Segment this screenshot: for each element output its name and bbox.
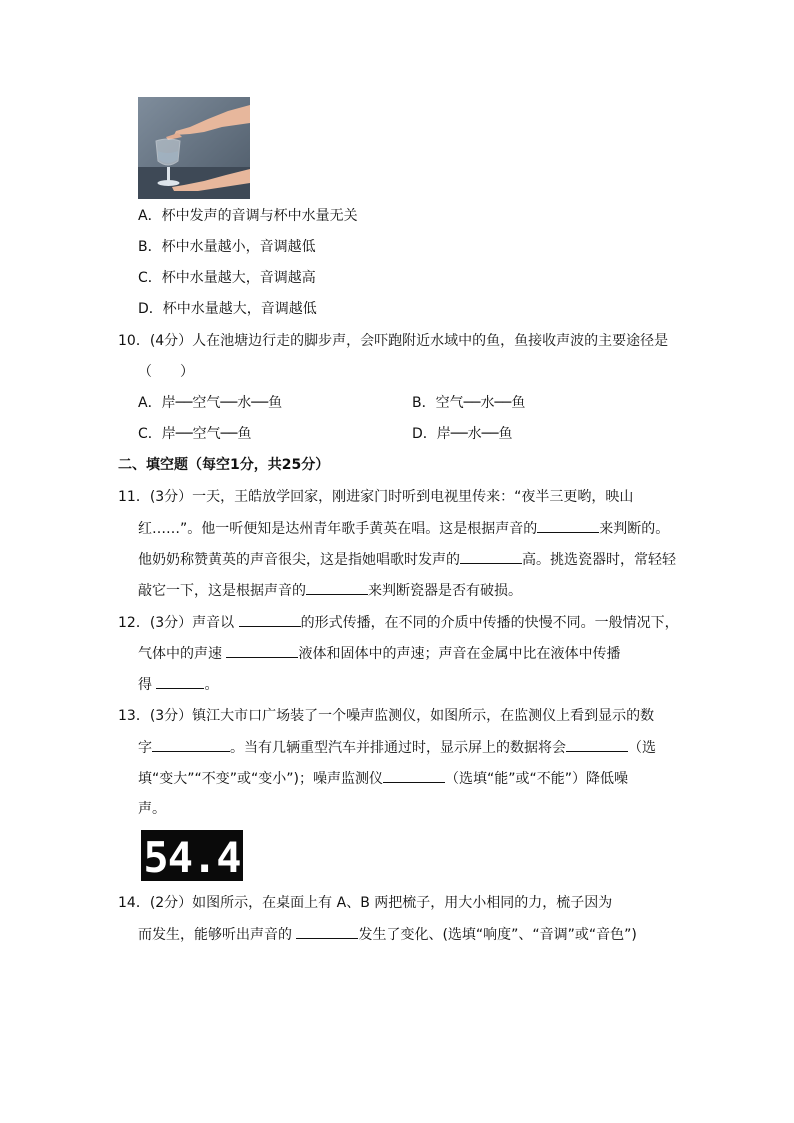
q14-text: 而发生，能够听出声音的 [138,927,297,943]
q14-blank-1[interactable] [296,924,358,939]
q10-option-a: A．岸──空气──水──鱼 [138,395,283,411]
q12-text: 的形式传播，在不同的介质中传播的快慢不同。一般情况下， [300,615,679,631]
q13-line-3 [138,768,628,789]
q12-text: 液体和固体中的声速；声音在金属中比在液体中传播 [298,646,621,662]
q14-line-1: 14．(2分）如图所示，在桌面上有 A、B 两把梳子，用大小相同的力，梳子因为 [118,895,613,911]
q11-line-1: 11．(3分）一天，王皓放学回家，刚进家门时听到电视里传来：“夜半三更哟，映山 [118,489,634,505]
q12-blank-2[interactable] [226,643,298,658]
q11-blank-2[interactable] [460,549,522,564]
q9-option-b: B．杯中水量越小，音调越低 [138,239,316,255]
noise-monitor-value: 54.4 [143,833,241,881]
q12-blank-3[interactable] [156,674,204,689]
q12-line-3 [138,674,218,695]
q12-text: 得 [138,677,157,693]
q12-text: 。 [204,677,219,693]
q13-text: 字 [138,740,152,756]
q10-stem: 10．(4分）人在池塘边行走的脚步声，会吓跑附近水域中的鱼，鱼接收声波的主要途径是 [118,333,669,349]
q13-blank-2[interactable] [566,737,628,752]
q12-line-2 [138,643,620,664]
q13-text: （选 [628,740,656,756]
q10-option-b: B．空气──水──鱼 [412,395,526,411]
q11-text: 敲它一下，这是根据声音的 [138,583,306,599]
q13-line-4: 声。 [138,801,166,817]
q11-blank-3[interactable] [306,580,368,595]
q11-text: 高。挑选瓷器时，常轻轻 [522,552,676,568]
q13-line-1: 13．(3分）镇江大市口广场装了一个噪声监测仪，如图所示，在监测仪上看到显示的数 [118,708,655,724]
q10-option-d: D．岸──水──鱼 [412,426,513,442]
q13-line-2 [138,737,656,758]
q11-line-2 [138,518,669,539]
q11-text: 来判断的。 [599,521,670,537]
q11-text: 红……”。他一听便知是达州青年歌手黄英在唱。这是根据声音的 [138,521,538,537]
q11-text: 来判断瓷器是否有破损。 [368,583,522,599]
q11-line-3 [138,549,676,570]
q9-option-d: D．杯中水量越大，音调越低 [138,301,317,317]
q11-line-4 [138,580,522,601]
noise-monitor-display [141,830,243,881]
wine-glass-photo [138,97,250,199]
q10-paren: （ ） [138,364,194,380]
q12-line-1 [118,612,679,633]
q14-text: 发生了变化、(选填“响度”、“音调”或“音色”) [358,927,637,943]
q11-blank-1[interactable] [537,518,599,533]
q13-text: 填“变大”“不变”或“变小”)；噪声监测仪 [138,771,383,787]
section-heading-fill-in: 二、填空题（每空1分，共25分） [118,457,330,473]
q12-blank-1[interactable] [239,612,301,627]
q10-option-c: C．岸──空气──鱼 [138,426,252,442]
q9-option-a: A．杯中发声的音调与杯中水量无关 [138,208,358,224]
q13-blank-1[interactable] [152,737,230,752]
q13-text: （选填“能”或“不能”）降低噪 [444,771,628,787]
q9-option-c: C．杯中水量越大，音调越高 [138,270,316,286]
q13-text: 。当有几辆重型汽车并排通过时，显示屏上的数据将会 [230,740,566,756]
q11-text: 他奶奶称赞黄英的声音很尖，这是指她唱歌时发声的 [138,552,460,568]
q12-text: 气体中的声速 [138,646,227,662]
q12-text: 12．(3分）声音以 [118,615,239,631]
q13-blank-3[interactable] [383,768,445,783]
q14-line-2 [138,924,637,945]
